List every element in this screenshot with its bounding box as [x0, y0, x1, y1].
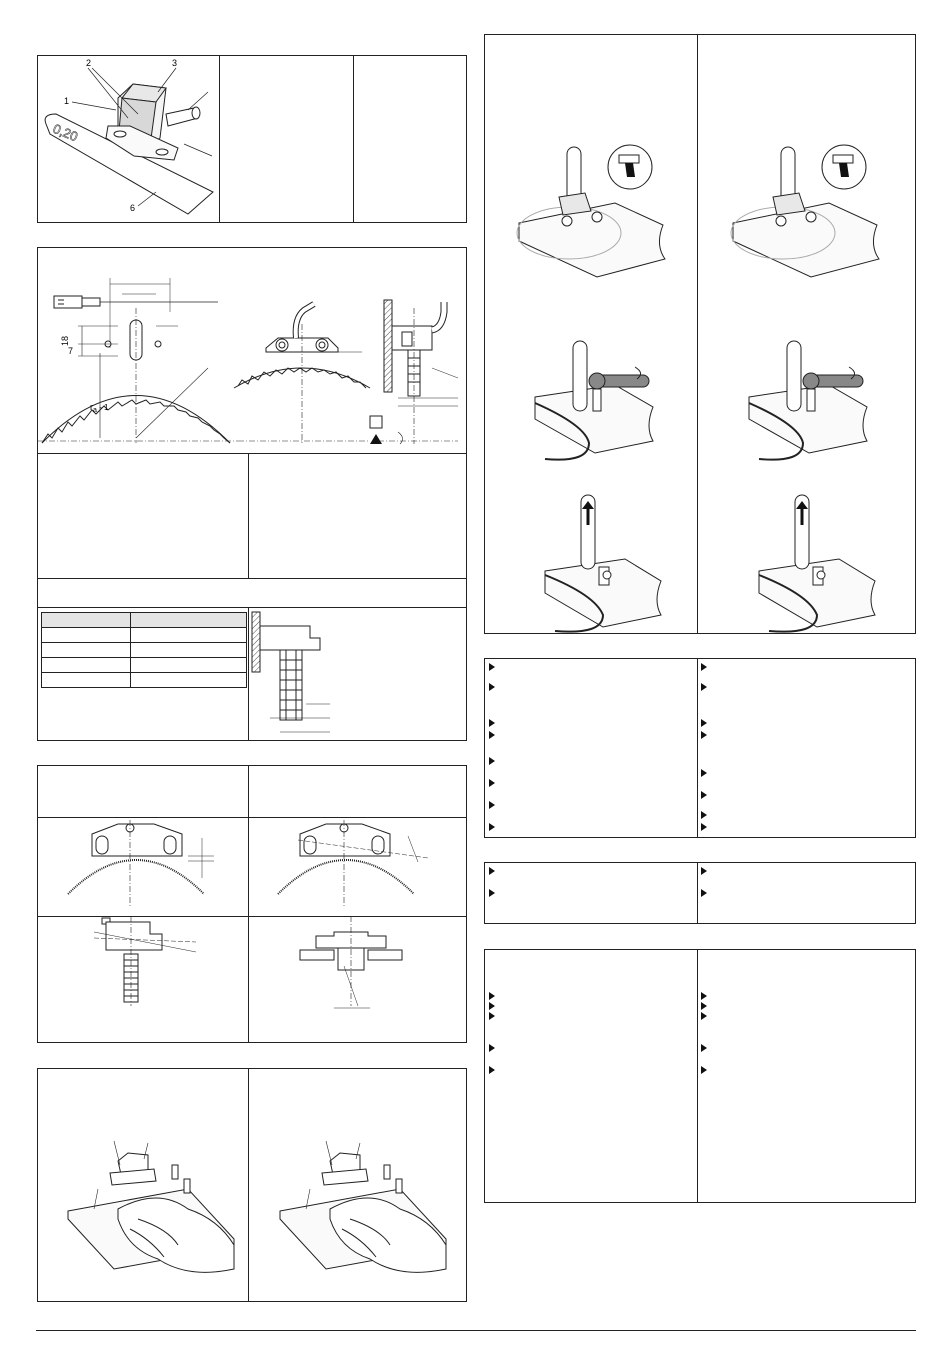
bullet-arrow-icon [489, 867, 495, 875]
bullet-arrow-icon [701, 1044, 707, 1052]
bullet-arrow-icon [701, 731, 707, 739]
instructions-list-c [484, 949, 916, 1203]
radius-label: $r_a - 1$ [90, 402, 109, 414]
bullet-arrow-icon [701, 769, 707, 777]
alignment-drawings [38, 766, 466, 1042]
instructions-list-b [484, 862, 916, 924]
bullet-arrow-icon [489, 779, 495, 787]
bullet-arrow-icon [701, 683, 707, 691]
bullet-arrow-icon [489, 801, 495, 809]
bullet-arrow-icon [489, 1066, 495, 1074]
installation-step-illustrations [485, 35, 915, 633]
installation-steps-panel [484, 34, 916, 634]
bullet-arrow-icon [701, 719, 707, 727]
bullet-arrow-icon [489, 1012, 495, 1020]
cleaning-illustration-right [250, 1069, 466, 1301]
bullet-arrow-icon [701, 791, 707, 799]
bullet-arrow-icon [489, 889, 495, 897]
bullet-arrow-icon [701, 663, 707, 671]
bullet-arrow-icon [701, 1066, 707, 1074]
dim-7-text: 7 [68, 346, 74, 356]
bullet-arrow-icon [489, 731, 495, 739]
bullet-arrow-icon [489, 1044, 495, 1052]
tolerance-table [41, 612, 247, 688]
bullet-arrow-icon [701, 867, 707, 875]
alignment-panel [37, 765, 467, 1043]
bullet-arrow-icon [701, 889, 707, 897]
footer-rule [36, 1330, 916, 1331]
gear-dimension-drawing [38, 248, 466, 453]
bullet-arrow-icon [489, 683, 495, 691]
callout-1: 1 [64, 96, 70, 106]
bullet-arrow-icon [701, 1002, 707, 1010]
callout-2: 2 [86, 58, 92, 68]
cleaning-illustration-left [38, 1069, 248, 1301]
side-air-gap-drawing [250, 608, 466, 742]
bullet-arrow-icon [701, 1012, 707, 1020]
bullet-arrow-icon [701, 992, 707, 1000]
bullet-arrow-icon [701, 823, 707, 831]
sensor-gauge-illustration [38, 56, 219, 222]
bullet-arrow-icon [489, 663, 495, 671]
instructions-list-a [484, 658, 916, 838]
dim-18-text: 18 [60, 335, 70, 346]
bullet-arrow-icon [489, 757, 495, 765]
sensor-overview-panel [37, 55, 467, 223]
bullet-arrow-icon [489, 1002, 495, 1010]
gauge-thickness-text: 0,20 [50, 120, 80, 145]
bullet-arrow-icon [701, 811, 707, 819]
callout-6: 6 [130, 203, 136, 213]
cleaning-panel [37, 1068, 467, 1302]
bullet-arrow-icon [489, 823, 495, 831]
callout-3: 3 [172, 58, 178, 68]
bullet-arrow-icon [489, 719, 495, 727]
bullet-arrow-icon [489, 992, 495, 1000]
mounting-dimensions-panel [37, 247, 467, 741]
